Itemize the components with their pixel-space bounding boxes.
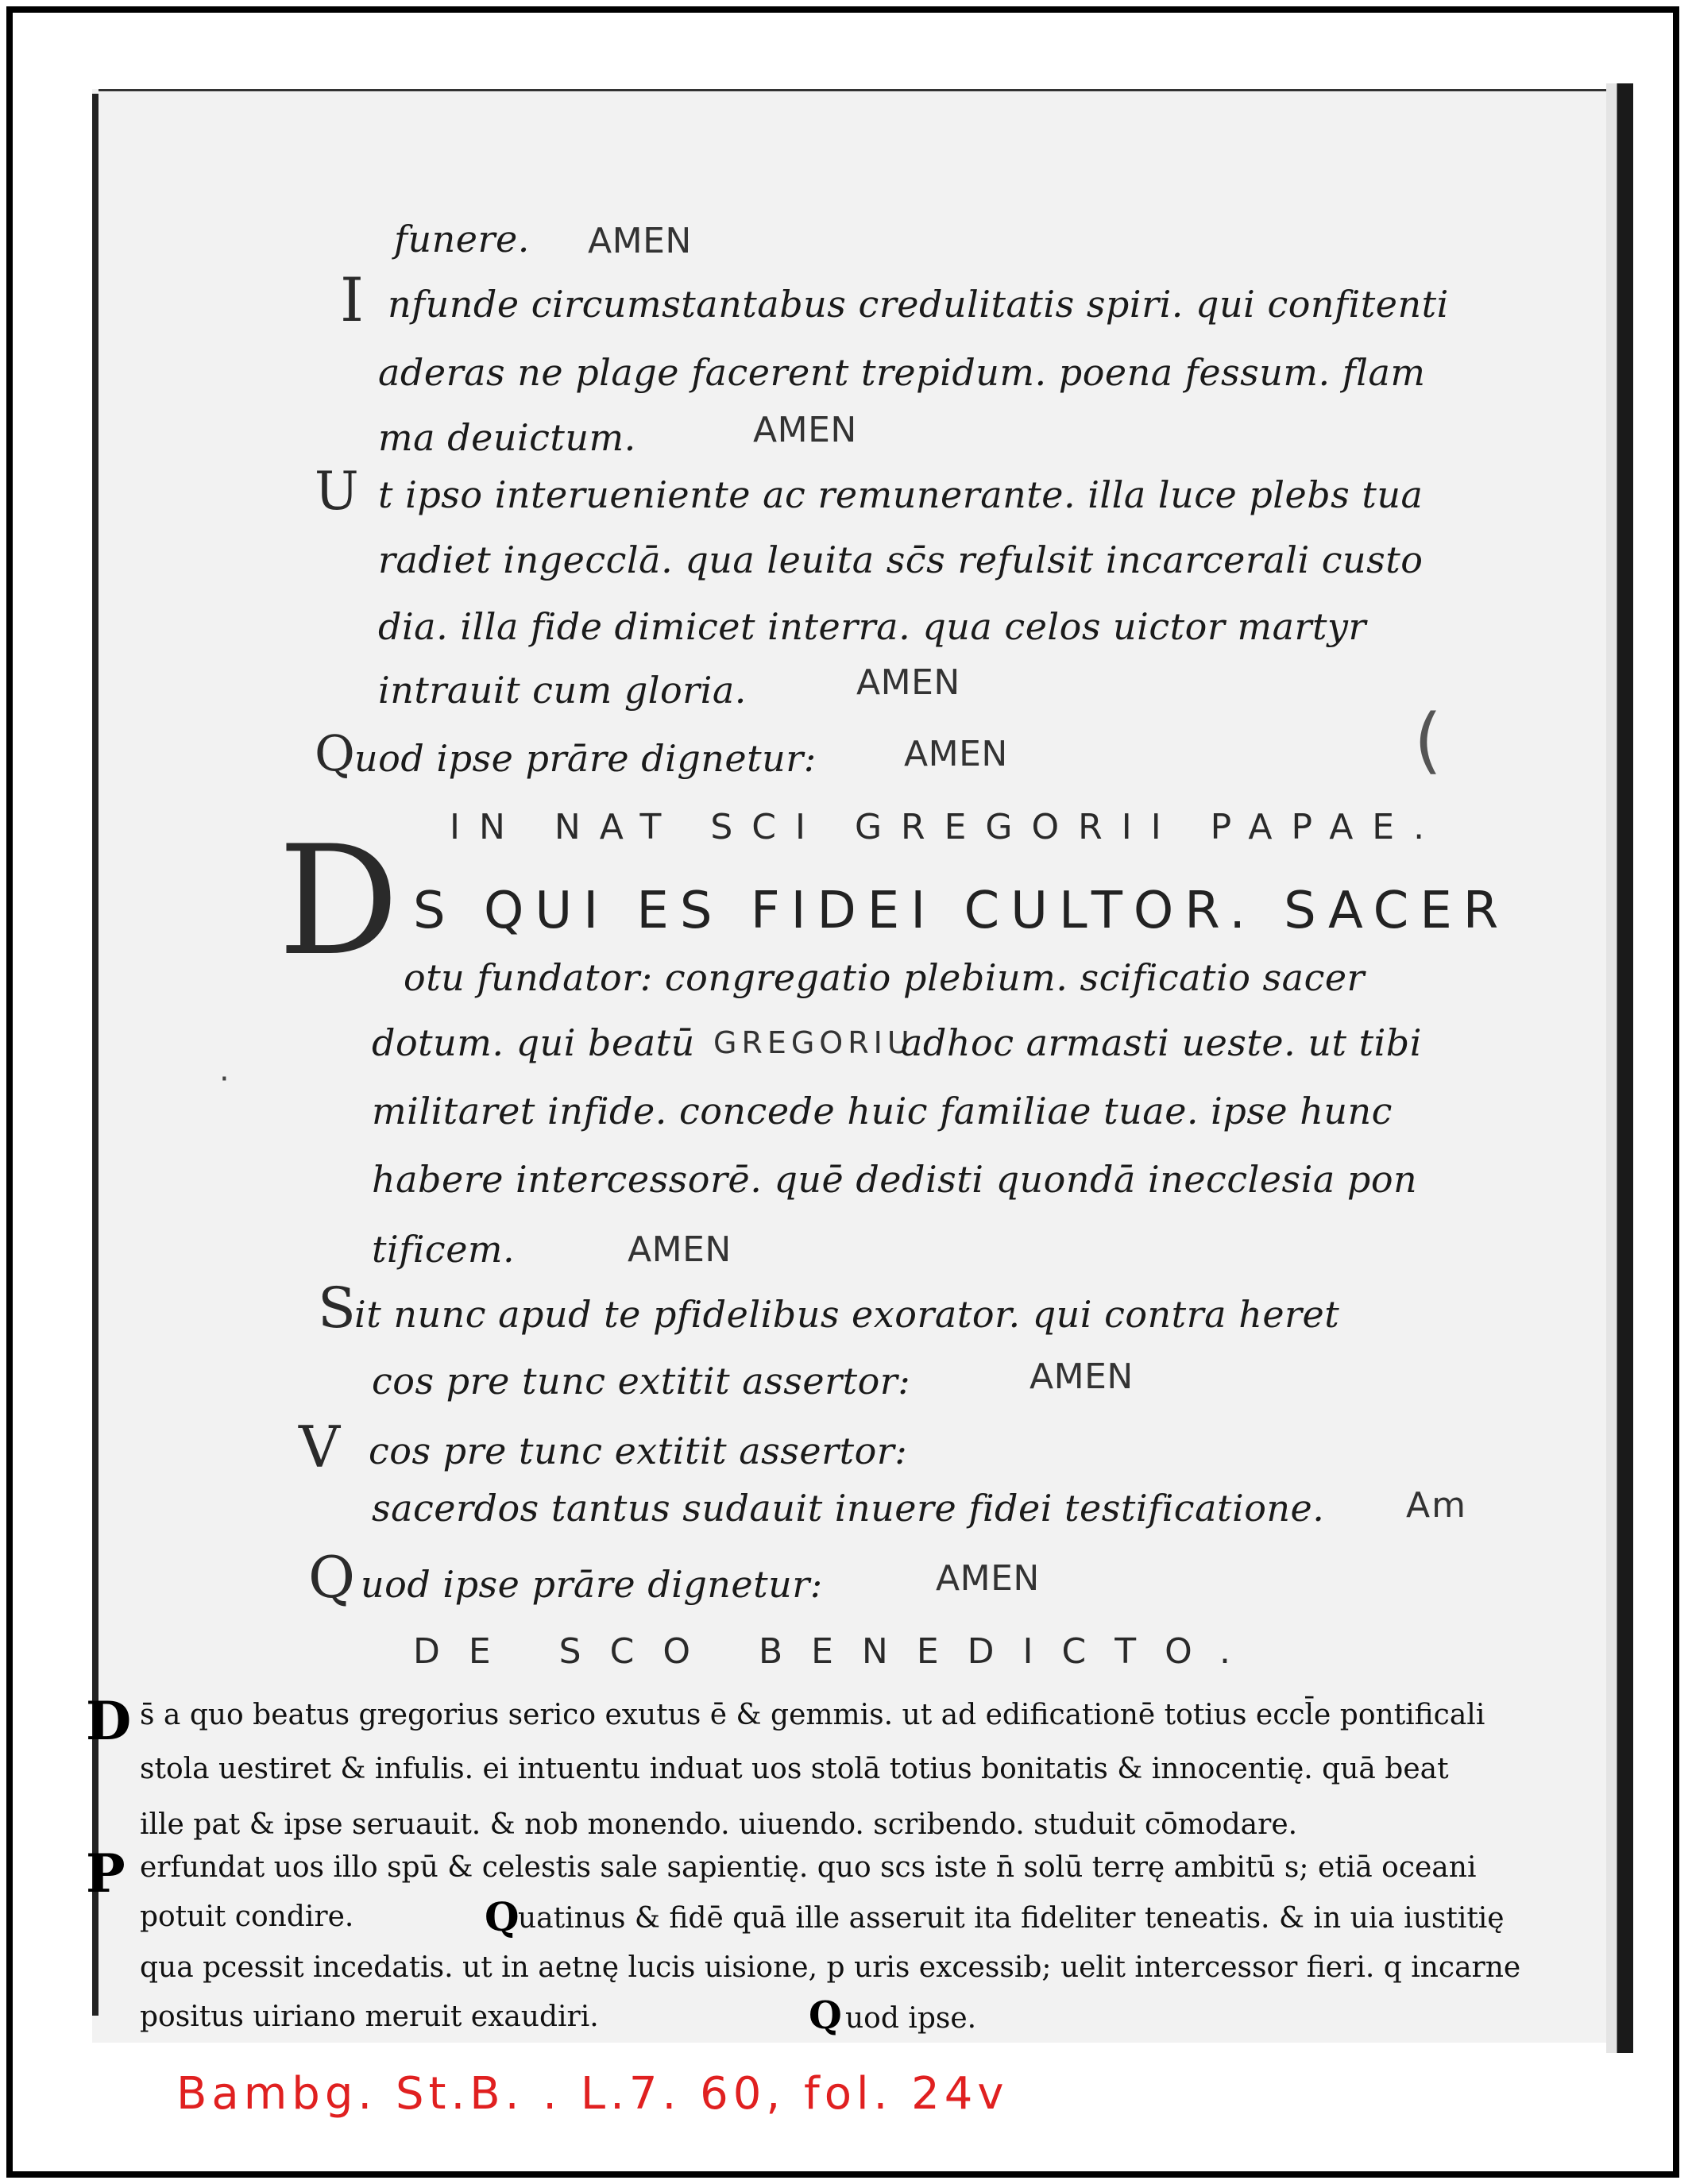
initial-Q-2: Q	[308, 1544, 356, 1611]
margin-dot: ·	[219, 1061, 230, 1098]
amen-abbrev: Am	[1406, 1485, 1467, 1526]
line-16: cos pre tunc extitit assertor:	[372, 1360, 911, 1403]
line-6: radiet ingecclā. qua leuita sc̄s refulsit incarcerali custo	[378, 538, 1424, 581]
note-line-7: qua pcessit incedatis. ut in aetnę lucis uisione, p uris excessib; uelit intercessor fieri. q incarne	[140, 1951, 1521, 1984]
line-15: it nunc apud te pfidelibus exorator. qui contra heret	[354, 1293, 1340, 1336]
note-initial-Q-1: Q	[485, 1893, 520, 1940]
title-line: S QUI ES FIDEI CULTOR. SACER	[413, 882, 1510, 940]
line-5: t ipso interueniente ac remunerante. illa luce plebs tua	[378, 473, 1424, 516]
note-initial-Q-2: Q	[809, 1993, 842, 2038]
note-line-3: ille pat & ipse seruauit. & nob monendo. uiuendo. scribendo. studuit cōmodare.	[140, 1808, 1298, 1841]
initial-S: S	[318, 1275, 356, 1341]
line-12: militaret infide. concede huic familiae tuae. ipse hunc	[372, 1090, 1393, 1133]
line-14: tificem.	[372, 1228, 516, 1271]
note-line-4: erfundat uos illo spū & celestis sale sapientię. quo scs iste n̄ solū terrę ambitū s; etiā oceani	[140, 1851, 1477, 1884]
line-10: otu fundator: congregatio plebium. scificatio sacer	[404, 956, 1366, 999]
heading-gregory: IN NAT SCI GREGORII PAPAE.	[450, 807, 1444, 847]
initial-Q: Q	[315, 724, 355, 782]
page-edge-right	[1606, 83, 1633, 2053]
page-edge-top	[99, 89, 1608, 91]
line-11b: adhoc armasti ueste. ut tibi	[901, 1021, 1422, 1064]
amen-7: AMEN	[936, 1558, 1040, 1599]
line-11a: dotum. qui beatū	[372, 1021, 695, 1064]
amen-1: AMEN	[588, 221, 692, 261]
line-7: dia. illa fide dimicet interra. qua celos uictor martyr	[378, 605, 1366, 648]
line-8: intrauit cum gloria.	[378, 669, 747, 712]
line-13: habere intercessorē. quē dedisti quondā inecclesia pon	[372, 1158, 1418, 1201]
amen-2: AMEN	[753, 410, 857, 450]
line-9: uod ipse prāre dignetur:	[354, 737, 817, 780]
initial-D: D	[278, 813, 400, 989]
line-17: cos pre tunc extitit assertor:	[369, 1430, 908, 1472]
line-4: ma deuictum.	[378, 416, 636, 459]
shelfmark-caption: Bambg. St.B. . L.7. 60, fol. 24v	[176, 2068, 1009, 2120]
note-line-5: potuit condire.	[140, 1900, 354, 1933]
initial-V: V	[299, 1414, 340, 1480]
amen-5: AMEN	[628, 1229, 732, 1270]
line-18: sacerdos tantus sudauit inuere fidei testificatione.	[372, 1487, 1325, 1530]
line-1: funere.	[394, 218, 530, 260]
line-2: nfunde circumstantabus credulitatis spiri. qui confitenti	[388, 283, 1449, 326]
note-line-1: s̄ a quo beatus gregorius serico exutus ē & gemmis. ut ad edificationē totius eccl̄e pontificali	[140, 1699, 1485, 1731]
amen-3: AMEN	[856, 662, 960, 703]
heading-benedict: DE SCO BENEDICTO.	[413, 1631, 1259, 1672]
note-initial-D: D	[86, 1690, 132, 1752]
note-line-8: positus uiriano meruit exaudiri.	[140, 2001, 599, 2033]
margin-paren: (	[1414, 699, 1443, 782]
note-line-2: stola uestiret & infulis. ei intuentu induat uos stolā totius bonitatis & innocentię. quā beat	[140, 1753, 1449, 1785]
initial-I: I	[340, 264, 365, 335]
line-3: aderas ne plage facerent trepidum. poena fessum. flam	[378, 351, 1426, 394]
note-line-9: uod ipse.	[845, 2002, 977, 2035]
gregorium-caps: GREGORIU	[713, 1025, 914, 1060]
note-initial-P: P	[86, 1843, 126, 1904]
line-19: uod ipse prāre dignetur:	[361, 1563, 823, 1606]
amen-4: AMEN	[904, 734, 1008, 774]
amen-6: AMEN	[1029, 1356, 1134, 1397]
note-line-6: uatinus & fidē quā ille asseruit ita fideliter teneatis. & in uia iustitię	[518, 1902, 1505, 1935]
initial-U: U	[315, 461, 359, 522]
